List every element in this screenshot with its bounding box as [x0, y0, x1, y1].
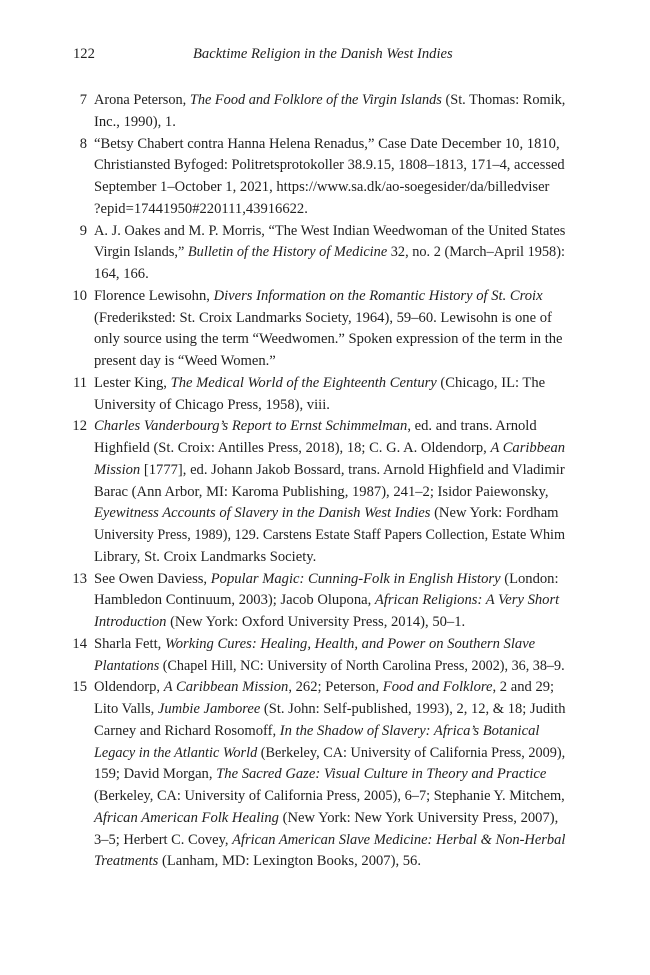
- citation-text: Oldendorp,: [94, 679, 164, 696]
- citation-text: 164, 166.: [94, 266, 149, 282]
- citation-text: Highfield (St. Croix: Antilles Press, 2018), 18; C. G. A. Oldendorp,: [94, 440, 491, 456]
- cited-title: Mission: [94, 461, 141, 478]
- cited-title: Bulletin of the History of Medicine: [187, 244, 388, 261]
- citation-text: Lito Valls,: [94, 701, 158, 717]
- citation-text: present day is “Weed Women.”: [94, 353, 276, 369]
- endnote-9: [65, 221, 565, 286]
- citation-text: Virgin Islands,”: [94, 244, 188, 261]
- endnote-line: [94, 482, 565, 504]
- citation-text: 3–5; Herbert C. Covey,: [94, 831, 233, 848]
- cited-title: The Medical World of the Eighteenth Century: [170, 374, 437, 391]
- endnote-text: [94, 634, 565, 678]
- endnote-line: [94, 90, 566, 112]
- page-number: 122: [73, 46, 95, 62]
- cited-title: In the Shadow of Slavery: Africa’s Botanical: [279, 722, 540, 739]
- endnote-text: [94, 373, 565, 417]
- endnote-line: [94, 656, 565, 678]
- cited-title: The Sacred Gaze: Visual Culture in Theory and Practice: [216, 766, 547, 783]
- endnote-number: 15: [72, 679, 87, 696]
- cited-title: A Caribbean Mission: [163, 679, 289, 696]
- endnote-text: [94, 90, 565, 134]
- endnote-line: [94, 438, 564, 460]
- endnote-line: [94, 503, 565, 525]
- citation-text: [1777], ed. Johann Jakob Bossard, trans. Arnold Highfield and Vladimir: [140, 461, 565, 478]
- citation-text: University Press, 1989), 129. Carstens Estate Staff Papers Collection, Estate Whim: [94, 527, 566, 543]
- citation-text: , 2 and 29;: [492, 679, 555, 696]
- citation-text: (Chicago, IL: The: [436, 374, 546, 391]
- endnote-12: [65, 416, 565, 568]
- citation-text: (New York: New York University Press, 2007),: [278, 809, 559, 826]
- citation-text: September 1–October 1, 2021, https://www.sa.dk/ao-soegesider/da/billedviser: [94, 179, 550, 195]
- citation-text: (St. Thomas: Romik,: [441, 92, 566, 108]
- endnote-line: [94, 242, 565, 264]
- endnotes-list: [65, 90, 565, 873]
- endnote-line: [94, 569, 565, 591]
- endnote-line: [94, 634, 565, 656]
- cited-title: Charles Vanderbourg’s Report to Ernst Schimmelman: [94, 418, 408, 435]
- endnote-line: [94, 308, 565, 330]
- endnote-number: 13: [72, 570, 87, 587]
- endnote-text: [94, 134, 565, 221]
- cited-title: Eyewitness Accounts of Slavery in the Danish West Indies: [94, 505, 431, 522]
- cited-title: Introduction: [94, 614, 167, 630]
- endnote-line: [94, 329, 565, 351]
- endnote-text: [94, 221, 565, 286]
- endnote-10: [65, 286, 565, 373]
- citation-text: (Berkeley, CA: University of California Press, 2005), 6–7; Stephanie Y. Mitchem,: [94, 788, 565, 804]
- endnote-line: [94, 851, 565, 873]
- citation-text: Florence Lewisohn,: [94, 287, 214, 304]
- endnote-line: [94, 677, 565, 699]
- citation-text: , ed. and trans. Arnold: [407, 418, 537, 435]
- citation-text: Sharla Fett,: [94, 635, 165, 652]
- endnote-15: [65, 677, 565, 873]
- endnote-line: [94, 373, 565, 395]
- endnote-8: [65, 134, 565, 221]
- citation-text: “Betsy Chabert contra Hanna Helena Renadus,” Case Date December 10, 1810,: [94, 135, 560, 152]
- endnote-line: [94, 416, 565, 438]
- citation-text: , 262; Peterson,: [288, 679, 383, 696]
- citation-text: (Lanham, MD: Lexington Books, 2007), 56.: [158, 853, 421, 870]
- citation-text: University of Chicago Press, 1958), viii.: [94, 396, 330, 413]
- endnote-text: [94, 677, 565, 873]
- endnote-number: 7: [79, 92, 87, 108]
- endnote-line: [94, 590, 565, 612]
- endnote-number: 9: [79, 222, 87, 239]
- endnote-line: [94, 395, 565, 417]
- running-title: Backtime Religion in the Danish West Indies: [193, 46, 453, 62]
- citation-text: See Owen Daviess,: [94, 570, 211, 587]
- endnote-7: [65, 90, 565, 134]
- endnote-line: [94, 721, 565, 743]
- endnote-line: [94, 699, 566, 721]
- cited-title: Legacy in the Atlantic World: [94, 744, 258, 761]
- cited-title: Jumbie Jamboree: [157, 701, 261, 717]
- cited-title: Working Cures: Healing, Health, and Power on Southern Slave: [164, 635, 536, 652]
- citation-text: 159; David Morgan,: [94, 766, 217, 783]
- citation-text: only source using the term “Weedwomen.” Spoken expression of the term in the: [94, 331, 563, 348]
- endnote-line: [94, 460, 565, 482]
- endnote-number: 12: [72, 418, 87, 435]
- page-header: [0, 46, 650, 68]
- citation-text: A. J. Oakes and M. P. Morris, “The West Indian Weedwoman of the United States: [94, 222, 566, 239]
- endnote-line: [94, 743, 566, 765]
- endnote-line: [94, 786, 565, 808]
- cited-title: Plantations: [94, 657, 160, 674]
- endnote-line: [94, 612, 565, 634]
- endnote-line: [94, 808, 565, 830]
- cited-title: Popular Magic: Cunning-Folk in English History: [210, 570, 501, 587]
- citation-text: (New York: Fordham: [430, 505, 559, 522]
- endnote-line: [94, 221, 566, 243]
- endnote-line: [94, 199, 565, 221]
- citation-text: Lester King,: [94, 374, 171, 391]
- endnote-number: 10: [72, 287, 87, 304]
- endnote-line: [94, 286, 565, 308]
- endnote-14: [65, 634, 565, 678]
- citation-text: (London:: [500, 570, 559, 587]
- cited-title: African American Slave Medicine: Herbal & Non-Herbal: [232, 831, 566, 848]
- endnote-text: [94, 416, 565, 568]
- endnote-line: [94, 525, 566, 547]
- citation-text: (New York: Oxford University Press, 2014), 50–1.: [166, 614, 466, 630]
- citation-text: ?epid=17441950#220111,43916622.: [94, 200, 308, 217]
- endnote-line: [94, 155, 565, 177]
- cited-title: Food and Folklore: [382, 679, 493, 696]
- cited-title: A Caribbean: [490, 440, 566, 456]
- endnote-line: [94, 351, 565, 373]
- citation-text: (St. John: Self-published, 1993), 2, 12, & 18; Judith: [260, 701, 566, 717]
- cited-title: Treatments: [94, 853, 159, 870]
- cited-title: Divers Information on the Romantic History of St. Croix: [213, 287, 543, 304]
- citation-text: Library, St. Croix Landmarks Society.: [94, 548, 317, 565]
- endnote-line: [94, 830, 566, 852]
- endnote-line: [94, 112, 565, 134]
- endnote-line: [94, 134, 565, 156]
- endnote-number: 14: [72, 635, 87, 652]
- endnote-line: [94, 547, 565, 569]
- citation-text: Barac (Ann Arbor, MI: Karoma Publishing, 1987), 241–2; Isidor Paiewonsky,: [94, 483, 549, 500]
- citation-text: Carney and Richard Rosomoff,: [94, 722, 280, 739]
- citation-text: (Berkeley, CA: University of California Press, 2009),: [257, 744, 566, 761]
- endnote-line: [94, 764, 565, 786]
- endnote-line: [94, 264, 565, 286]
- citation-text: (Frederiksted: St. Croix Landmarks Society, 1964), 59–60. Lewisohn is one of: [94, 309, 552, 326]
- endnote-number: 8: [79, 135, 87, 152]
- cited-title: The Food and Folklore of the Virgin Islands: [189, 92, 442, 108]
- endnote-text: [94, 286, 565, 373]
- endnote-number: 11: [72, 374, 87, 391]
- citation-text: 32, no. 2 (March–April 1958):: [387, 244, 565, 261]
- citation-text: Arona Peterson,: [94, 92, 190, 108]
- citation-text: Christiansted Byfoged: Politretsprotokoller 38.9.15, 1808–1813, 171–4, accessed: [94, 157, 565, 174]
- citation-text: Inc., 1990), 1.: [94, 113, 176, 130]
- endnote-line: [94, 177, 565, 199]
- endnote-11: [65, 373, 565, 417]
- cited-title: African Religions: A Very Short: [374, 592, 560, 609]
- endnote-13: [65, 569, 565, 634]
- cited-title: African American Folk Healing: [94, 809, 279, 826]
- citation-text: (Chapel Hill, NC: University of North Carolina Press, 2002), 36, 38–9.: [159, 657, 565, 674]
- citation-text: Hambledon Continuum, 2003); Jacob Olupona,: [94, 592, 375, 609]
- endnote-text: [94, 569, 565, 634]
